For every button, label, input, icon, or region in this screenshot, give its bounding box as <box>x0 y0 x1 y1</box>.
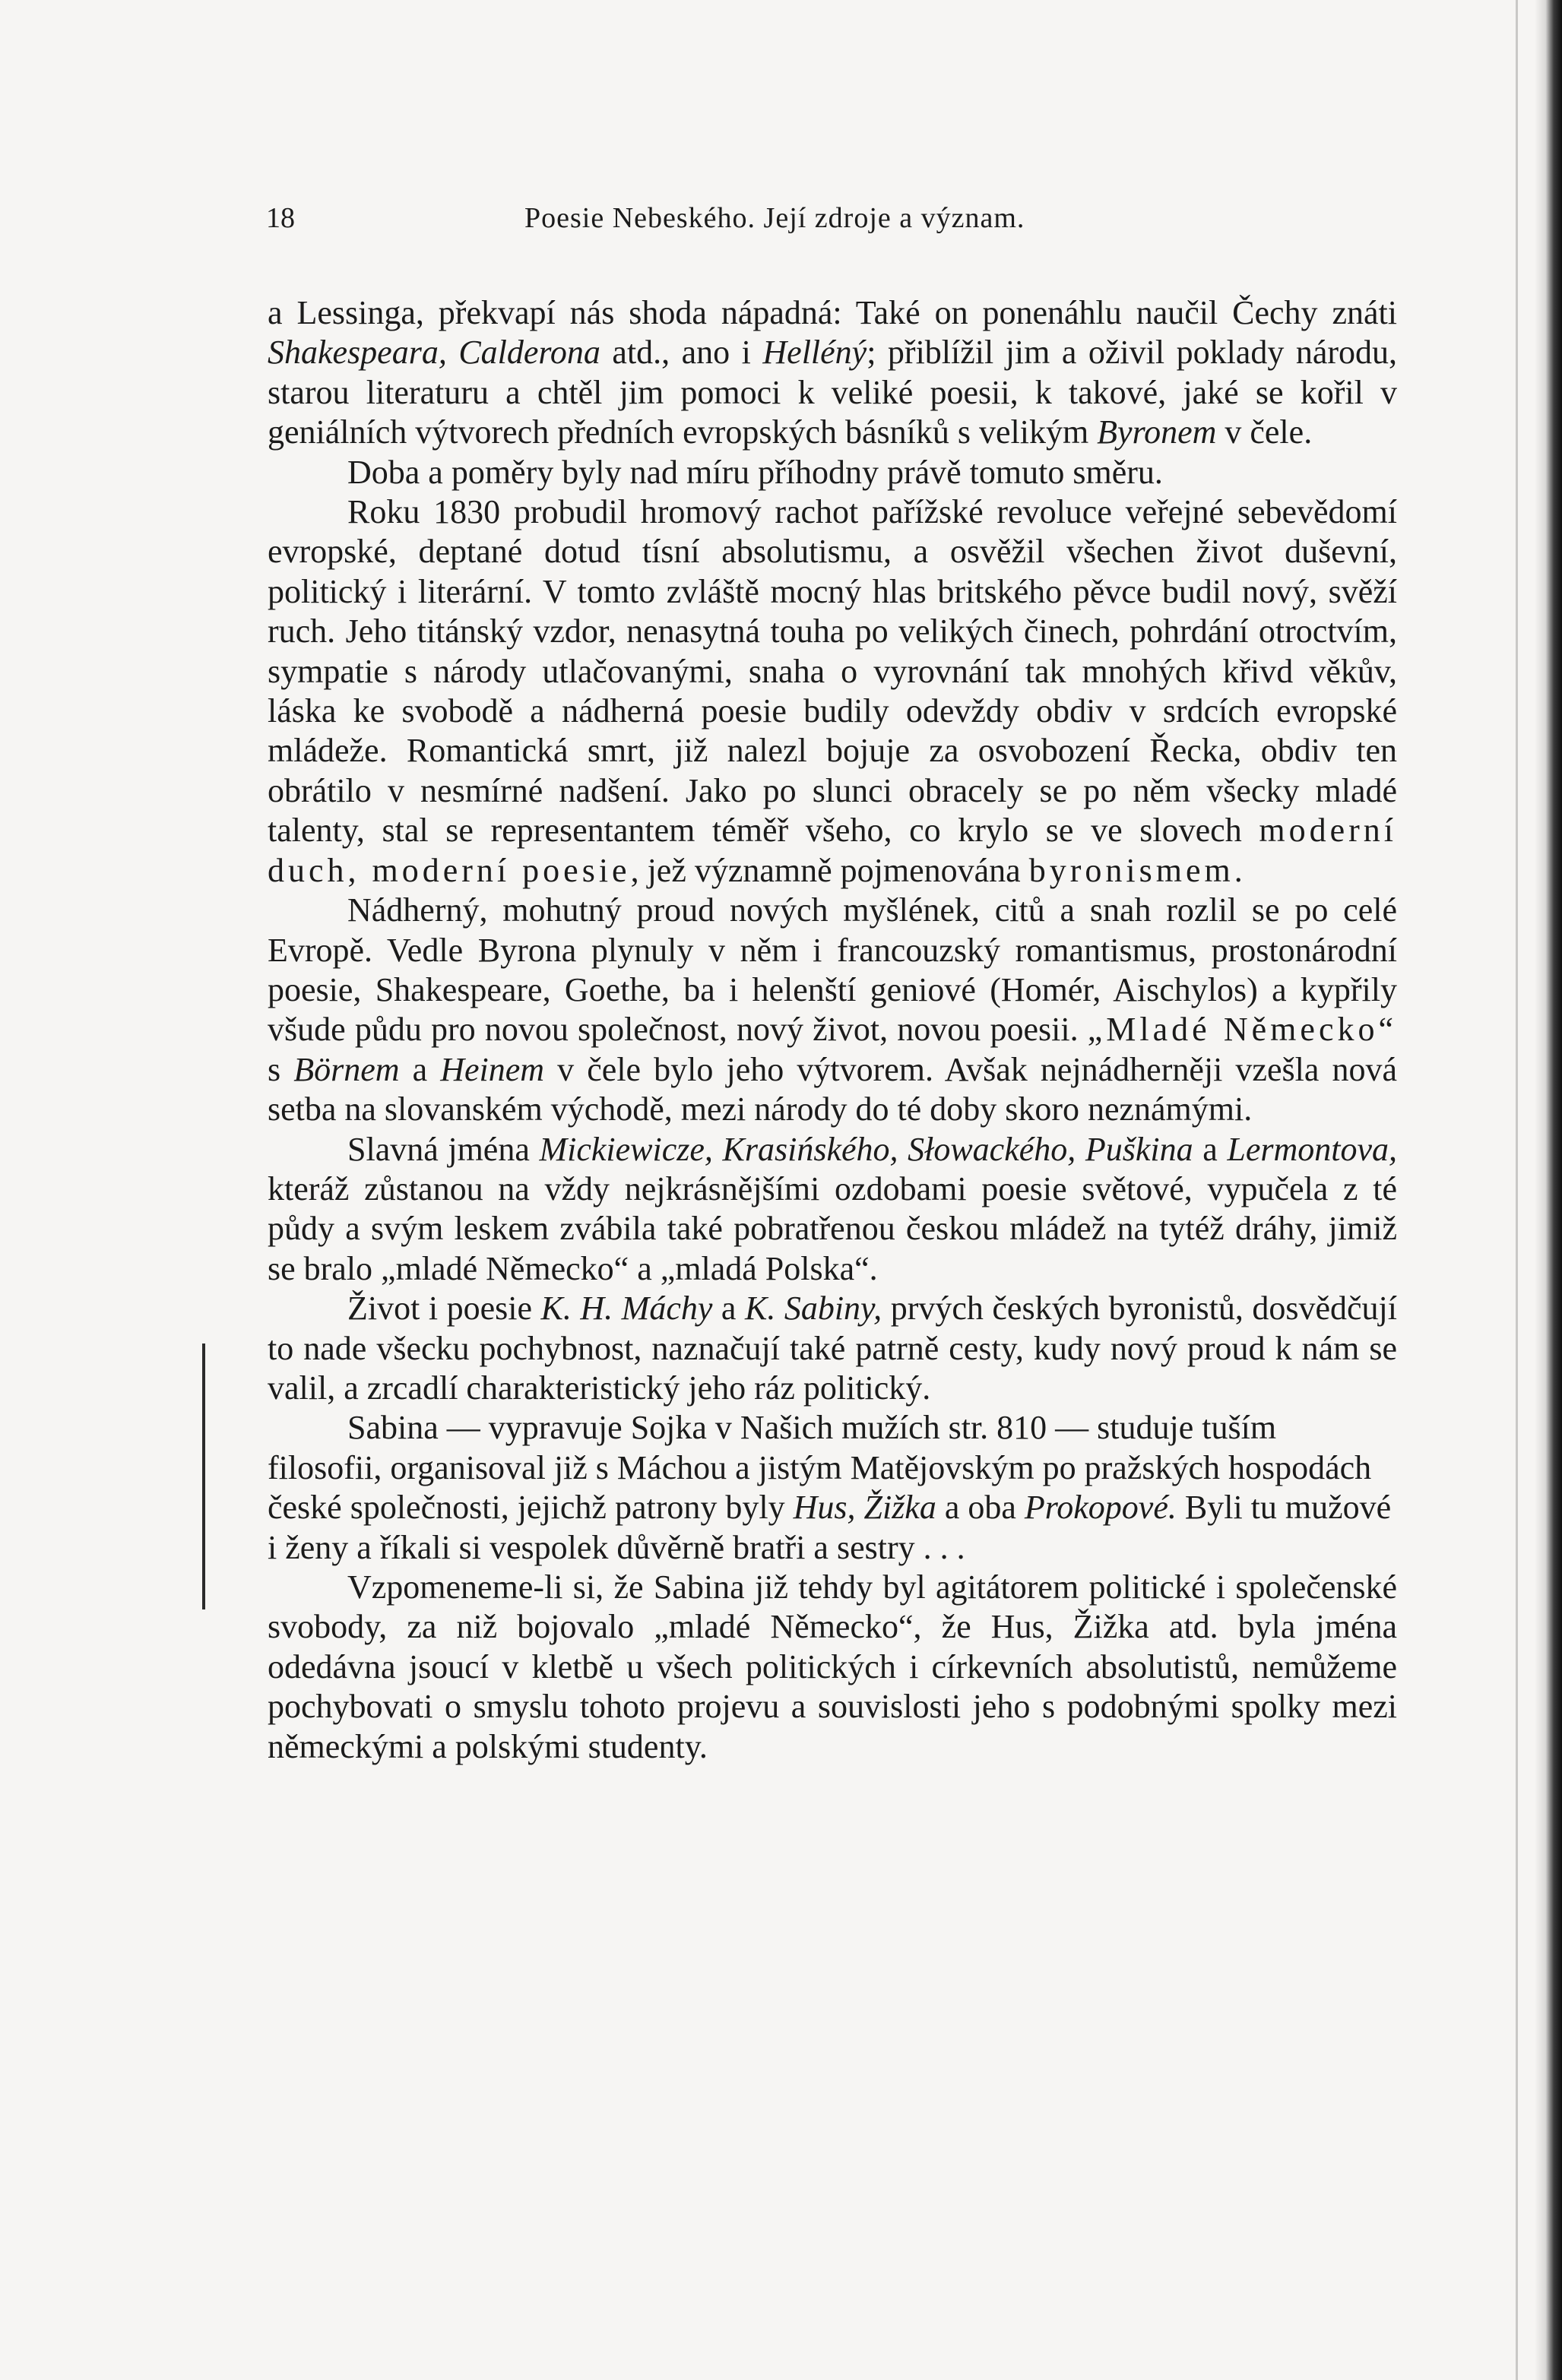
spaced-run: „Mladé Německo“ <box>1087 1011 1397 1049</box>
text-run: . <box>1234 851 1243 889</box>
text-run: Nádherný, mohutný proud nových myšlének, citů a snah rozlil se po celé Evropě. Vedle Byrona plynuly v něm i francouzský romantismus, prostonárodní poesie, Shakespeare, Goethe, ba i helenští geniové (Homér, Aischylos) a kypřily všude půdu pro novou společnost, nový život, novou poesii. <box>268 891 1397 1049</box>
italic-run: Börnem <box>293 1050 400 1088</box>
text-run: ; přiblížil jim a oživil poklady národu, starou literaturu a chtěl jim pomoci k veliké poesii, k takové, jaké se kořil v geniálních výtvorech předních evropských básníků s velikým <box>268 334 1397 451</box>
italic-run: Hus, Žižka <box>793 1489 936 1527</box>
paragraph-5 <box>268 1130 1397 1290</box>
text-run: kteráž zůstanou na vždy nejkrásnějšími ozdobami poesie světové, vypučela z té půdy a svým leskem zvábila také pobratřenou českou mládež na tytéž dráhy, jimiž se bralo „mladé Německo“ a „mladá Polska“. <box>268 1169 1397 1287</box>
text-run: v čele bylo jeho výtvorem. Avšak nejnádherněji vzešla nová setba na slovanském východě, mezi národy do té doby skoro neznámými. <box>268 1050 1397 1128</box>
page-edge-shadow <box>1535 0 1562 2380</box>
text-run: a <box>399 1050 441 1088</box>
text-run: a Lessinga, překvapí nás shoda nápadná: Také on ponenáhlu naučil Čechy znáti <box>268 294 1397 331</box>
paragraph-7 <box>268 1408 1397 1568</box>
paragraph-1 <box>268 293 1397 453</box>
italic-run: Mickiewicze, Krasińského, Słowackého, Puškina <box>539 1130 1193 1168</box>
page-header <box>266 199 1399 237</box>
italic-run: Helléný <box>762 334 867 372</box>
text-run: Byli tu mužové i ženy a říkali si vespolek důvěrně bratři a sestry . . . <box>268 1489 1392 1566</box>
text-run: a <box>712 1290 745 1328</box>
running-title: Poesie Nebeského. Její zdroje a význam. <box>524 202 1025 234</box>
text-run: a <box>1193 1130 1228 1168</box>
paragraph-2: Doba a poměry byly nad míru příhodny právě tomuto směru. <box>347 453 1163 491</box>
page-number: 18 <box>266 202 295 234</box>
page-fold-line <box>1516 0 1518 2380</box>
italic-run: K. Sabiny, <box>744 1290 882 1328</box>
italic-run: K. H. Máchy <box>540 1290 713 1328</box>
text-run: Sabina — vypravuje Sojka v Našich mužích str. 810 — studuje tuším filosofii, organisoval již s Máchou a jistým Matějovským po pražských hospodách české společnosti, jejichž patrony byly <box>268 1409 1372 1527</box>
text-run: Život i poesie <box>347 1290 541 1328</box>
italic-run: Prokopové. <box>1024 1489 1177 1527</box>
text-run: , jež významně pojmenována <box>630 851 1029 889</box>
text-run: Roku 1830 probudil hromový rachot pařížské revoluce veřejné sebevědomí evropské, deptané dotud tísní absolutismu, a osvěžil všechen život duševní, politický i literární. V tomto zvláště mocný hlas britského pěvce budil nový, svěží ruch. Jeho titánský vzdor, nenasytná touha po velikých činech, pohrdání otroctvím, sympatie s národy utlačovanými, snaha o vyrovnání tak mnohých křivd věkův, láska ke svobodě a nádherná poesie budily odevždy obdiv v srdcích evropské mládeže. Romantická smrt, již nalezl bojuje za osvobození Řecka, obdiv ten obrátilo v nesmírné nadšení. Jako po slunci obracely se po něm všecky mladé talenty, stal se representantem téměř všeho, co krylo se ve slovech <box>268 493 1397 850</box>
italic-run: Shakespeara, Calderona <box>268 334 600 372</box>
spaced-run: moderní duch, moderní poesie <box>268 812 1397 889</box>
text-run: atd., ano i <box>600 334 763 372</box>
paragraph-4 <box>268 891 1397 1129</box>
italic-run: Lermontova, <box>1227 1130 1398 1168</box>
text-run: v čele. <box>1216 413 1313 451</box>
text-run: s <box>268 1050 294 1088</box>
paragraph-3 <box>268 492 1397 891</box>
text-run: Slavná jména <box>347 1130 540 1168</box>
italic-run: Heinem <box>440 1050 545 1088</box>
italic-run: Byronem <box>1097 413 1217 451</box>
margin-mark <box>202 1343 205 1609</box>
spaced-run: byronismem <box>1028 851 1234 889</box>
text-run: a oba <box>936 1489 1025 1527</box>
body-text <box>268 293 1397 1767</box>
paragraph-8: Vzpomeneme-li si, že Sabina již tehdy byl agitátorem politické i společenské svobody, za niž bojovalo „mladé Německo“, že Hus, Žižka atd. byla jména odedávna jsoucí v kletbě u všech politických i církevních absolutistů, nemůžeme pochybovati o smyslu tohoto projevu a souvislosti jeho s podobnými spolky mezi německými a polskými studenty. <box>268 1568 1397 1765</box>
text-run: prvých českých byronistů, dosvědčují to nade všecku pochybnost, naznačují také patrně cesty, kudy nový proud k nám se valil, a zrcadlí charakteristický jeho ráz politický. <box>268 1290 1397 1407</box>
paragraph-6 <box>268 1289 1397 1408</box>
